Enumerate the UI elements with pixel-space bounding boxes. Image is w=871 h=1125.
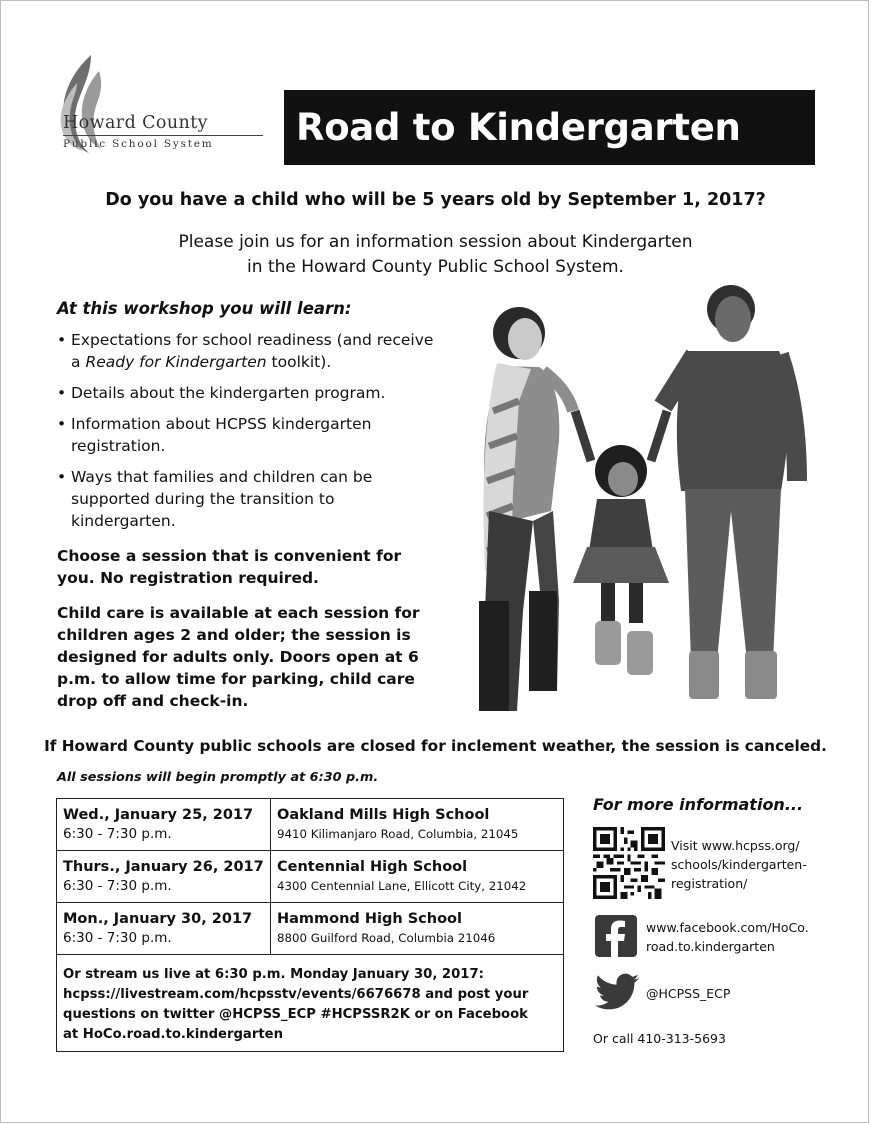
bullet1-text: Expectations for school readiness (and receive a bbox=[71, 331, 434, 371]
toolkit-name: Ready for Kindergarten bbox=[85, 353, 267, 371]
visit-line1[interactable]: Visit www.hcpss.org/ bbox=[671, 838, 800, 853]
table-row bbox=[57, 903, 563, 955]
stream-line4: at HoCo.road.to.kindergarten bbox=[63, 1027, 283, 1042]
session-school: Centennial High School bbox=[277, 859, 468, 875]
visit-line2[interactable]: schools/kindergarten- bbox=[671, 857, 807, 872]
session-time: 6:30 - 7:30 p.m. bbox=[63, 930, 172, 946]
session-location-cell bbox=[271, 903, 563, 954]
list-item bbox=[57, 329, 442, 373]
twitter-handle[interactable]: @HCPSS_ECP bbox=[646, 986, 731, 1001]
session-day: Mon., January 30, 2017 bbox=[63, 911, 253, 927]
facebook-f-glyph bbox=[595, 915, 637, 957]
stream-line3: questions on twitter @HCPSS_ECP #HCPSSR2K or on Facebook bbox=[63, 1007, 528, 1022]
session-date-cell bbox=[57, 903, 271, 954]
facebook-icon[interactable] bbox=[595, 915, 637, 957]
list-item: • Ways that families and children can be supported during the transition to kindergarten. bbox=[57, 466, 442, 532]
facebook-line1[interactable]: www.facebook.com/HoCo. bbox=[646, 920, 809, 935]
sessions-table bbox=[56, 798, 564, 1052]
visit-website[interactable] bbox=[671, 836, 807, 893]
qr-code-icon[interactable] bbox=[593, 827, 665, 899]
table-row bbox=[57, 799, 563, 851]
facebook-line2[interactable]: road.to.kindergarten bbox=[646, 939, 775, 954]
session-date-cell bbox=[57, 799, 271, 850]
list-item: • Details about the kindergarten program. bbox=[57, 382, 442, 404]
livestream-info bbox=[57, 955, 563, 1051]
session-school: Oakland Mills High School bbox=[277, 807, 490, 823]
table-row bbox=[57, 851, 563, 903]
bullet1-end: toolkit). bbox=[266, 353, 332, 371]
intro-line1: Please join us for an information session about Kindergarten bbox=[178, 232, 693, 252]
session-address: 4300 Centennial Lane, Ellicott City, 21042 bbox=[277, 879, 527, 893]
session-day: Thurs., January 26, 2017 bbox=[63, 859, 264, 875]
intro-line2: in the Howard County Public School System. bbox=[247, 257, 624, 277]
session-time: 6:30 - 7:30 p.m. bbox=[63, 826, 172, 842]
logo-divider bbox=[63, 135, 263, 136]
stream-line1: Or stream us live at 6:30 p.m. Monday January 30, 2017: bbox=[63, 967, 484, 982]
learn-list bbox=[57, 329, 442, 541]
phone-number: Or call 410-313-5693 bbox=[593, 1031, 726, 1046]
page-title: Road to Kindergarten bbox=[284, 90, 815, 165]
logo-line1: Howard County bbox=[63, 113, 208, 133]
district-logo bbox=[63, 113, 268, 150]
weather-notice: If Howard County public schools are closed for inclement weather, the session is canceled. bbox=[44, 737, 827, 755]
list-item: • Information about HCPSS kindergarten registration. bbox=[57, 413, 442, 457]
session-location-cell bbox=[271, 851, 563, 902]
session-location-cell bbox=[271, 799, 563, 850]
eligibility-question: Do you have a child who will be 5 years old by September 1, 2017? bbox=[105, 190, 766, 210]
facebook-link[interactable] bbox=[646, 918, 809, 956]
session-time: 6:30 - 7:30 p.m. bbox=[63, 878, 172, 894]
more-info-heading: For more information... bbox=[593, 795, 804, 814]
twitter-bird-icon[interactable] bbox=[595, 972, 639, 1012]
family-photo bbox=[441, 271, 831, 721]
choose-session-text: Choose a session that is convenient for you. No registration required. bbox=[57, 547, 402, 587]
sessions-note: All sessions will begin promptly at 6:30 p.m. bbox=[57, 770, 379, 785]
learn-heading: At this workshop you will learn: bbox=[57, 299, 352, 318]
session-address: 9410 Kilimanjaro Road, Columbia, 21045 bbox=[277, 827, 519, 841]
stream-line2: hcpss://livestream.com/hcpsstv/events/6676678 and post your bbox=[63, 987, 529, 1002]
logo-line2: Public School System bbox=[63, 138, 214, 150]
session-address: 8800 Guilford Road, Columbia 21046 bbox=[277, 931, 496, 945]
session-date-cell bbox=[57, 851, 271, 902]
session-school: Hammond High School bbox=[277, 911, 462, 927]
visit-line3[interactable]: registration/ bbox=[671, 876, 748, 891]
session-day: Wed., January 25, 2017 bbox=[63, 807, 254, 823]
childcare-text: Child care is available at each session for children ages 2 and older; the session is designed for adults only. Doors open at 6 p.m. to allow time for parking, child care drop off and check-in. bbox=[57, 604, 420, 710]
